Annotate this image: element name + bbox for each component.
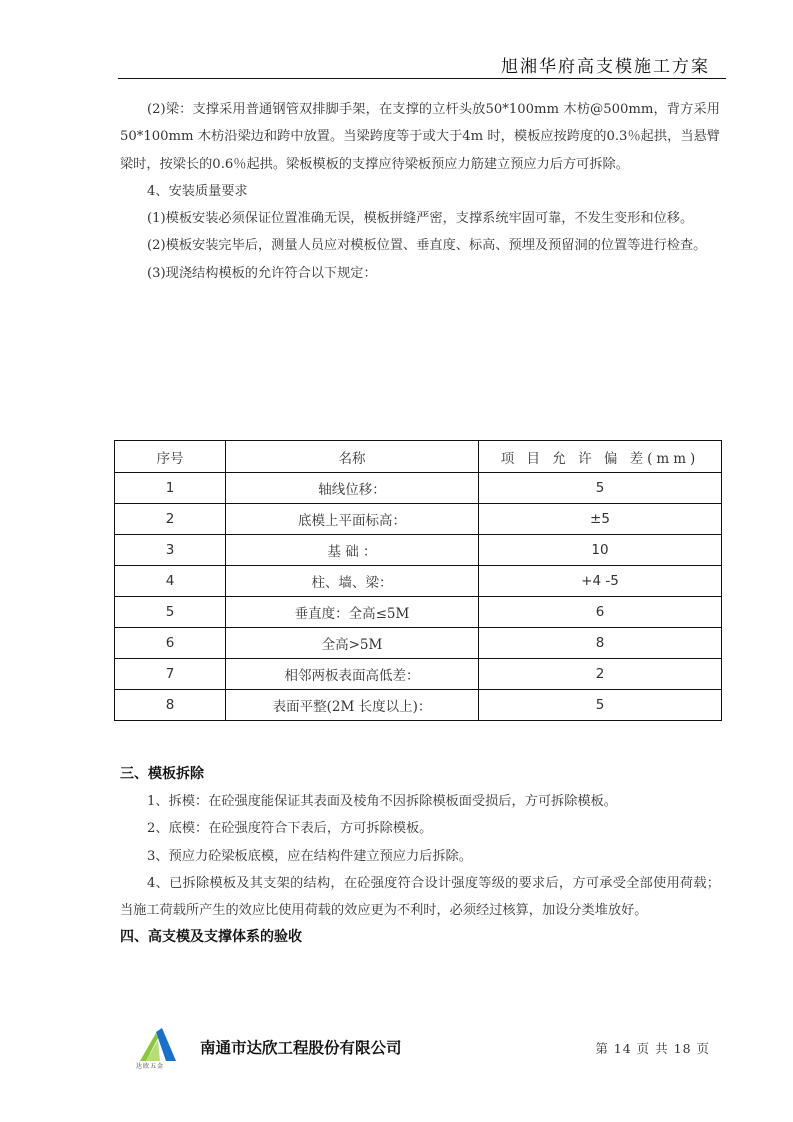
removal-item-1: 1、拆模：在砼强度能保证其表面及棱角不因拆除模板面受损后，方可拆除模板。 xyxy=(147,794,617,809)
cell-value: 8 xyxy=(479,628,722,659)
document-header-title: 旭湘华府高支模施工方案 xyxy=(501,57,710,77)
tolerance-table-container xyxy=(114,440,720,721)
cell-no: 7 xyxy=(115,659,226,690)
logo-caption: 达欣五金 xyxy=(136,1063,165,1070)
paragraph-install-req-2: (2)模板安装完毕后，测量人员应对模板位置、垂直度、标高、预埋及预留洞的位置等进行检查。 xyxy=(147,238,707,254)
table-row xyxy=(115,690,722,721)
footer-page-number: 第 14 页 共 18 页 xyxy=(595,1041,710,1056)
cell-name: 表面平整(2M 长度以上)： xyxy=(226,690,479,721)
table-row xyxy=(115,566,722,597)
cell-no: 1 xyxy=(115,473,226,504)
cell-no: 4 xyxy=(115,566,226,597)
cell-value: 6 xyxy=(479,597,722,628)
cell-value: ±5 xyxy=(479,504,722,535)
paragraph-install-quality-heading: 4、安装质量要求 xyxy=(147,183,248,199)
footer-company-name: 南通市达欣工程股份有限公司 xyxy=(200,1039,402,1057)
cell-value: 5 xyxy=(479,690,722,721)
cell-value: 5 xyxy=(479,473,722,504)
removal-item-3: 3、预应力砼梁板底模，应在结构件建立预应力后拆除。 xyxy=(147,848,472,864)
table-row xyxy=(115,535,722,566)
table-row xyxy=(115,628,722,659)
body-text-top xyxy=(120,96,720,287)
removal-item-4: 4、已拆除模板及其支架的结构，在砼强度符合设计强度等级的要求后，方可承受全部使用荷载；当施工荷载所产生的效应比使用荷载的效应更为不利时，必须经过核算，加设分类堆放好。 xyxy=(120,875,720,919)
cell-name: 基 础 ： xyxy=(226,535,479,566)
tolerance-table xyxy=(114,440,722,721)
cell-name: 相邻两板表面高低差： xyxy=(226,659,479,690)
table-row xyxy=(115,473,722,504)
paragraph-install-req-1: (1)模板安装必须保证位置准确无误，模板拼缝严密，支撑系统牢固可靠，不发生变形和位移。 xyxy=(147,211,694,227)
cell-name: 轴线位移： xyxy=(226,473,479,504)
cell-name: 底模上平面标高： xyxy=(226,504,479,535)
cell-no: 8 xyxy=(115,690,226,721)
cell-value: 2 xyxy=(479,659,722,690)
table-row xyxy=(115,597,722,628)
removal-item-2: 2、底模：在砼强度符合下表后，方可拆除模板。 xyxy=(147,821,433,837)
header-divider xyxy=(118,78,726,79)
cell-value: +4 -5 xyxy=(479,566,722,597)
header-allowed-deviation: 项 目 允 许 偏 差(mm) xyxy=(479,441,722,473)
section-heading-formwork-removal: 三、模板拆除 xyxy=(120,766,204,782)
cell-name: 垂直度：全高≤5M xyxy=(226,597,479,628)
table-row xyxy=(115,504,722,535)
cell-no: 2 xyxy=(115,504,226,535)
cell-no: 3 xyxy=(115,535,226,566)
header-name: 名称 xyxy=(226,441,479,473)
cell-name: 全高>5M xyxy=(226,628,479,659)
paragraph-beam-support: (2)梁：支撑采用普通钢管双排脚手架，在支撑的立杆头放50*100mm 木枋@500mm，背方采用50*100mm 木枋沿梁边和跨中放置。当梁跨度等于或大于4m 时，模板应按跨度的0.3％起拱，当悬臂梁时，按梁长的0.6％起拱。梁板模板的支撑应待梁板预应力筋建立预应力后方可拆除。 xyxy=(120,102,720,172)
cell-no: 6 xyxy=(115,628,226,659)
paragraph-install-req-3: (3)现浇结构模板的允许符合以下规定： xyxy=(147,265,377,281)
table-header-row xyxy=(115,441,722,473)
section-heading-acceptance: 四、高支模及支撑体系的验收 xyxy=(120,929,302,946)
header-serial-no: 序号 xyxy=(115,441,226,473)
cell-name: 柱、墙、梁： xyxy=(226,566,479,597)
cell-value: 10 xyxy=(479,535,722,566)
section-formwork-removal xyxy=(120,761,720,951)
cell-no: 5 xyxy=(115,597,226,628)
table-row xyxy=(115,659,722,690)
